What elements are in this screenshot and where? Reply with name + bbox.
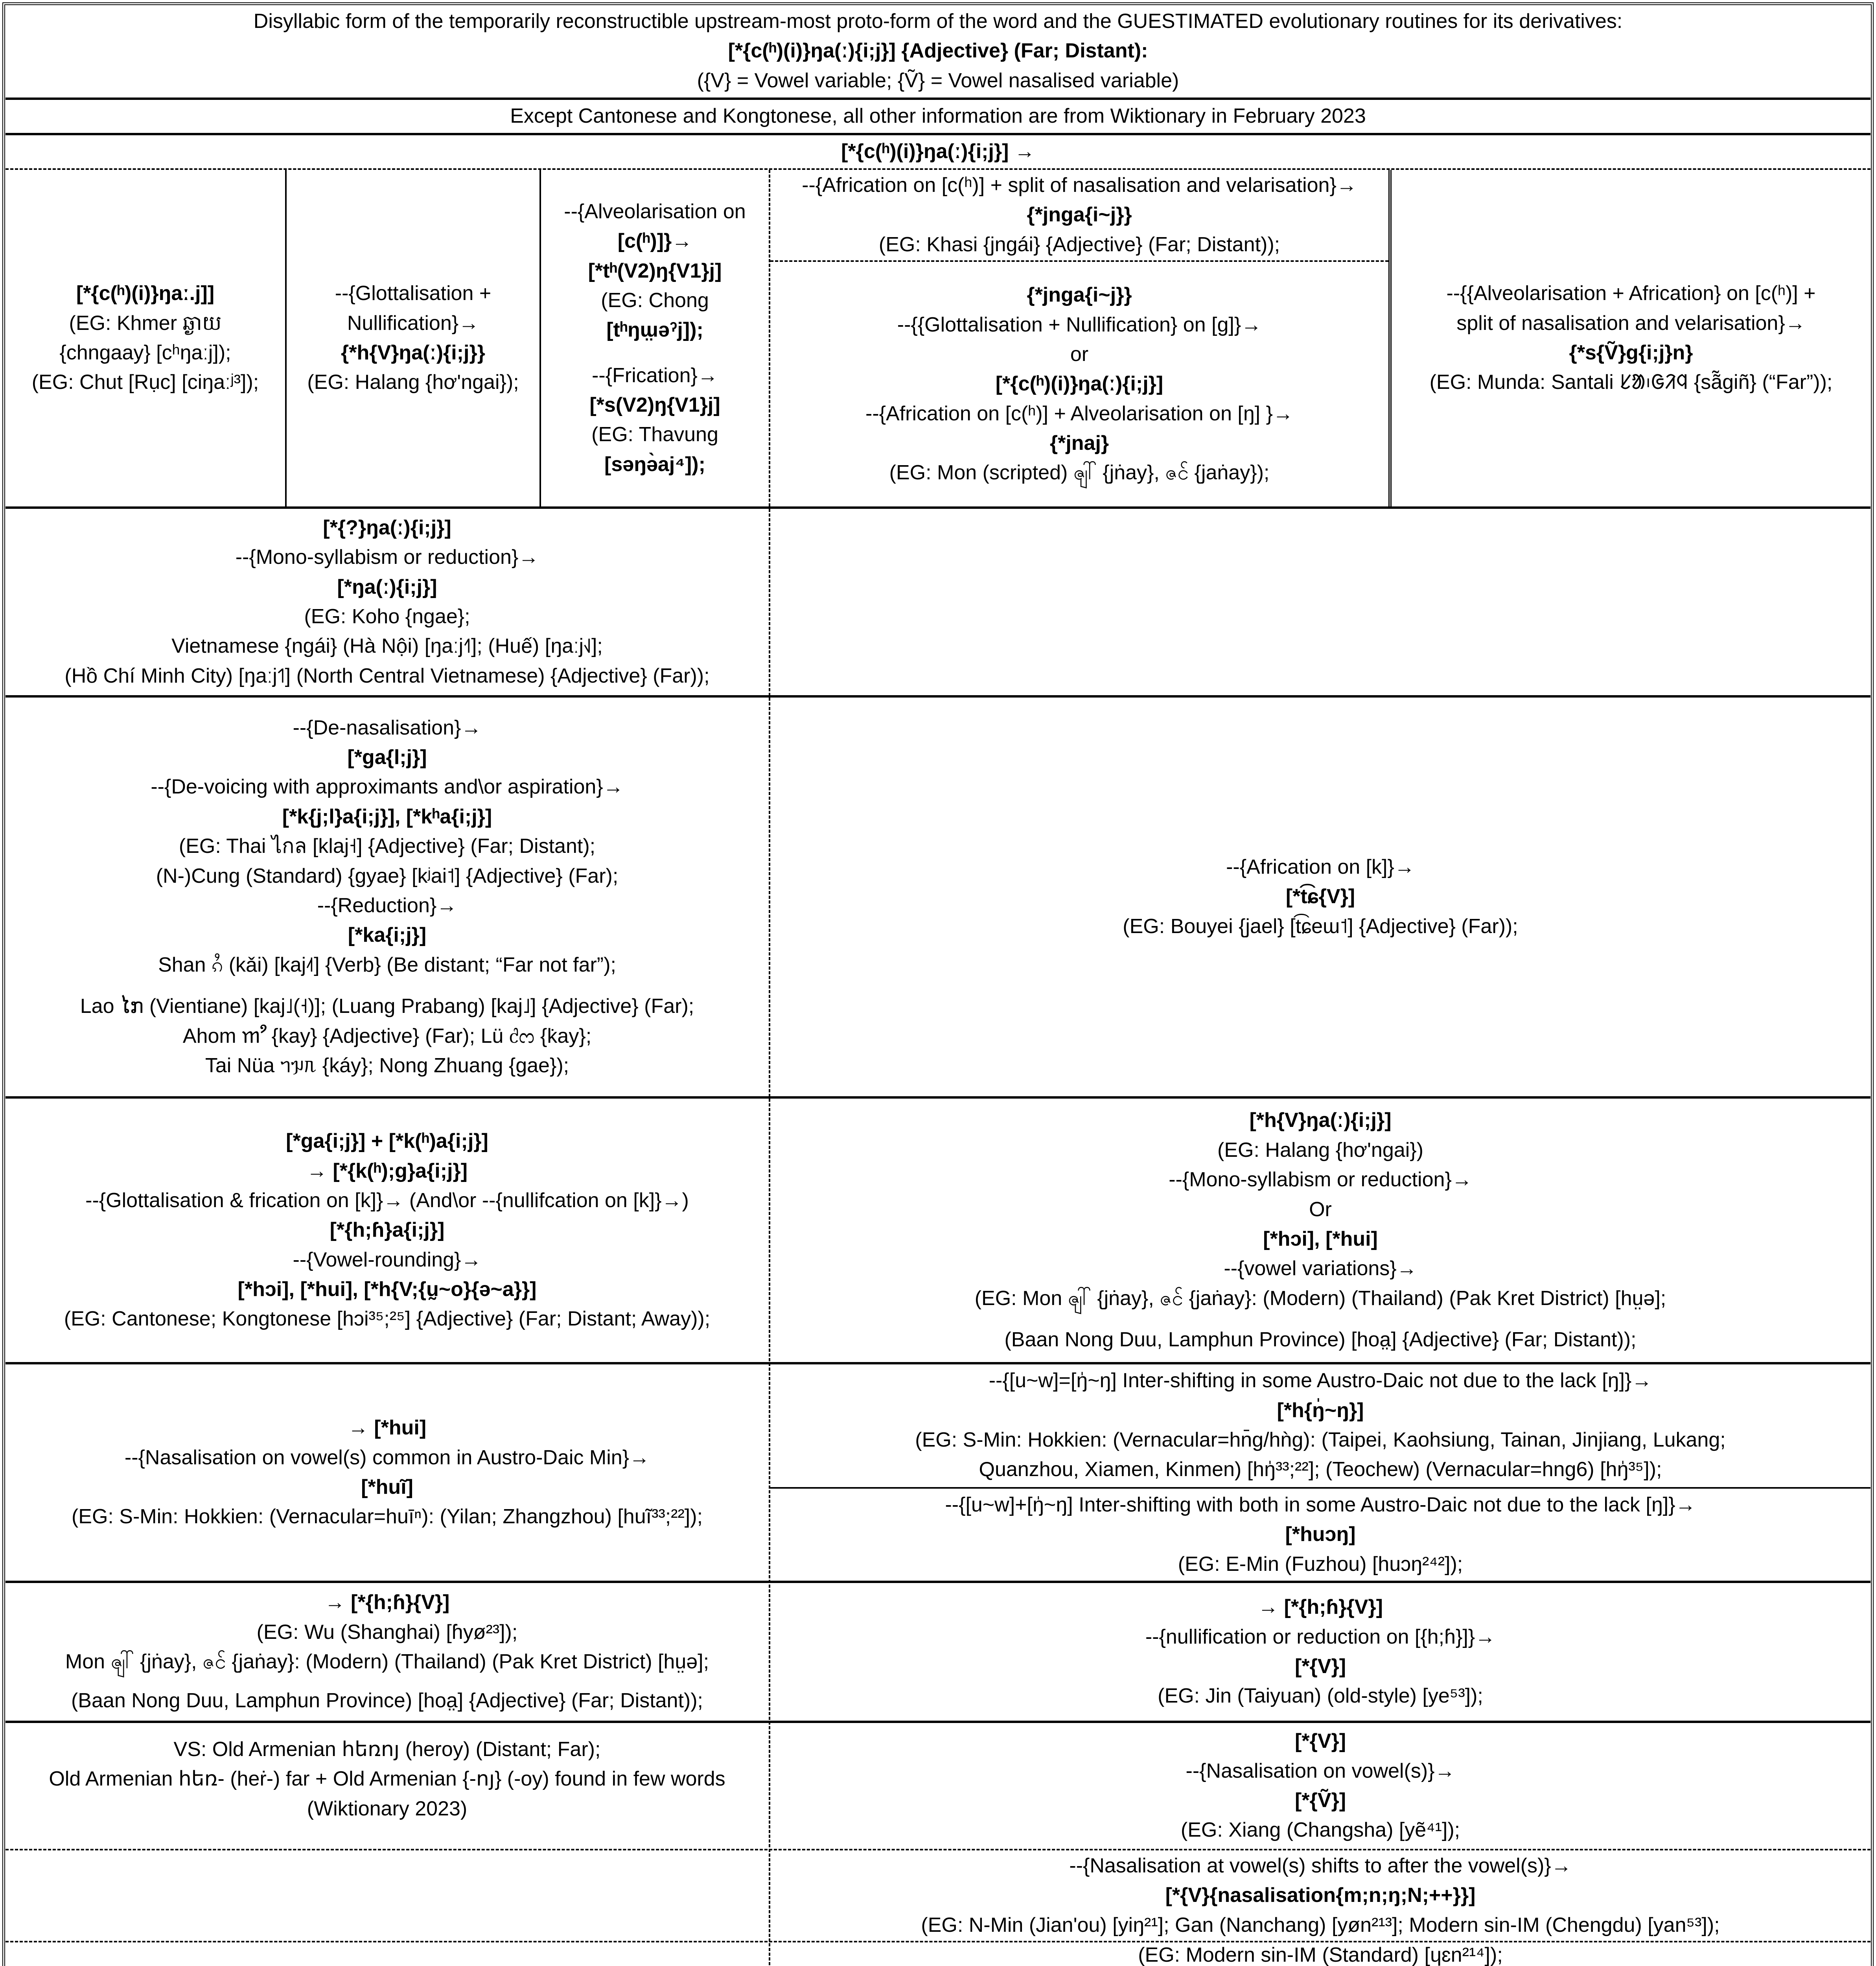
xiang-cell bbox=[770, 1723, 1870, 1849]
rule bbox=[6, 98, 1870, 100]
jin-cell bbox=[770, 1583, 1870, 1721]
process-line: --{Nasalisation on vowel(s) common in Austro-Daic Min}→ bbox=[124, 1446, 650, 1469]
process-line: --{Africation on [k]}→ bbox=[1226, 855, 1415, 878]
example-line: (EG: Khasi {jngái} {Adjective} (Far; Distant)); bbox=[878, 233, 1280, 256]
vietnamese-cell bbox=[6, 509, 769, 695]
process-line: --{Glottalisation + bbox=[335, 282, 492, 305]
example-line: Tai Nüa ᥐᥭᥰ {káy}; Nong Zhuang {gae}); bbox=[205, 1054, 569, 1077]
form-line: [*huĩ] bbox=[361, 1476, 413, 1498]
example-line: [tʰŋɯ̤əˀj]); bbox=[606, 318, 703, 342]
process-line: --{Mono-syllabism or reduction}→ bbox=[235, 546, 539, 569]
form-line: → [*hui] bbox=[348, 1416, 427, 1440]
process-line: --{{Glottalisation + Nullification} on [g]}→ bbox=[897, 313, 1262, 336]
example-line: (EG: Thai ไกล [klaj˧] {Adjective} (Far; Distant); bbox=[179, 835, 596, 858]
form-line: [*t͡ɕ{V}] bbox=[1285, 885, 1355, 908]
process-line: --{Nasalisation on vowel(s)}→ bbox=[1186, 1759, 1455, 1782]
form-line: [*{V}{nasalisation{m;n;ŋ;N;++}}] bbox=[1165, 1884, 1476, 1907]
example-line: Vietnamese {ngái} (Hà Nội) [ŋaːj˧˥]; (Huế) [ŋaːj˧˩]; bbox=[171, 635, 603, 658]
example-line: (EG: S-Min: Hokkien: (Vernacular=huīⁿ): (Yilan; Zhangzhou) [huĩ³³;²²]); bbox=[71, 1505, 703, 1528]
form-line: → [*{h;ɦ}{V}] bbox=[1258, 1596, 1383, 1619]
fuzhou-cell bbox=[770, 1489, 1870, 1581]
process-line: --{Frication}→ bbox=[592, 364, 718, 387]
proto-form: [*{c(ʰ)(i)}ŋa(ː){i;j}] {Adjective} (Far; Distant): bbox=[728, 39, 1148, 63]
example-line: (Baan Nong Duu, Lamphun Province) [hoa̤] {Adjective} (Far; Distant)); bbox=[71, 1689, 703, 1712]
process-line: split of nasalisation and velarisation}→ bbox=[1456, 311, 1806, 335]
example-line: (EG: Mon (scripted) ၛါ် {jṅay}, ဇၚ် {jaṅay}); bbox=[889, 461, 1270, 484]
example-line: (EG: Bouyei {jael} [t͡ɕeɯ˦] {Adjective} (Far)); bbox=[1123, 915, 1518, 938]
form-line: [*{?}ŋa(ː){i;j}] bbox=[323, 516, 451, 539]
standard-cell bbox=[770, 1942, 1870, 1966]
example-line: (EG: Halang {hơ'ngai}) bbox=[1217, 1138, 1423, 1162]
form-line: [*{V}] bbox=[1294, 1730, 1346, 1753]
note-line: (Wiktionary 2023) bbox=[307, 1797, 468, 1820]
halang-cell bbox=[287, 170, 539, 506]
process-line: --{Mono-syllabism or reduction}→ bbox=[1169, 1168, 1472, 1191]
form-line: {*s{Ṽ}g{i;j}n} bbox=[1569, 341, 1693, 364]
form-line: {*jnga{i~j}} bbox=[1027, 283, 1132, 307]
form-line: [*h{V}ŋa(ː){i;j}] bbox=[1249, 1109, 1392, 1132]
form-line: [*huɔŋ] bbox=[1285, 1523, 1356, 1546]
example-line: Lao ໄກ (Vientiane) [kaj˩(˧)]; (Luang Prabang) [kaj˩] {Adjective} (Far); bbox=[80, 995, 694, 1018]
example-line: (EG: Mon ၛါ် {jṅay}, ဇၚ် {jaṅay}: (Modern) (Thailand) (Pak Kret District) [hṳə]; bbox=[974, 1287, 1666, 1310]
process-line: --{vowel variations}→ bbox=[1224, 1257, 1417, 1280]
example-line: (EG: Thavung bbox=[591, 423, 718, 446]
form-line: [*hɔi], [*hui] bbox=[1263, 1228, 1378, 1250]
source-note-cell bbox=[6, 101, 1870, 132]
process-line: --{De-nasalisation}→ bbox=[293, 716, 482, 739]
example-line: Quanzhou, Xiamen, Kinmen) [hŋ̍³³;²²]; (Teochew) (Vernacular=hng6) [hŋ̍³⁵]); bbox=[979, 1458, 1662, 1481]
form-line: [*{c(ʰ)(i)}ŋa(ː){i;j}] bbox=[995, 372, 1164, 396]
hokkien-yilan-cell bbox=[6, 1364, 769, 1581]
nasal-coda-cell bbox=[770, 1850, 1870, 1941]
example-line: Ahom 𑜀𑜩 {kay} {Adjective} (Far); Lü ᦺᦂ {k̇ay}; bbox=[182, 1024, 592, 1047]
root-cell bbox=[6, 136, 1870, 168]
example-line: (EG: Jin (Taiyuan) (old-style) [ye⁵³]); bbox=[1158, 1684, 1483, 1708]
example-line: (EG: Chong bbox=[601, 289, 709, 312]
example-line: [səŋə̀aj⁴]); bbox=[604, 453, 705, 476]
form-line: [*hɔi], [*hui], [*h{V;{ṵ~o}{ə~a}}] bbox=[237, 1278, 537, 1301]
title-cell bbox=[6, 6, 1870, 97]
chong-thavung-cell bbox=[541, 170, 769, 506]
khasi-cell bbox=[770, 170, 1388, 260]
form-line: [*{c(ʰ)(i)}ŋaː.j]] bbox=[76, 282, 215, 305]
note-line: VS: Old Armenian հեռոյ (heroy) (Distant; Far); bbox=[173, 1738, 601, 1761]
example-line: (EG: N-Min (Jian'ou) [yiŋ²¹]; Gan (Nanchang) [yøn²¹³]; Modern sin-IM (Chengdu) [yan⁵³]); bbox=[921, 1913, 1720, 1937]
process-line: --{De-voicing with approximants and\or aspiration}→ bbox=[151, 775, 624, 799]
legend-note: ({V} = Vowel variable; {Ṽ} = Vowel nasalised variable) bbox=[697, 69, 1179, 92]
example-line: (EG: Munda: Santali ᱥᱟ᱾ᱜᱤᱧ {sã̃giñ} (“Far”)); bbox=[1429, 371, 1833, 394]
example-line: {chngaay} [cʰŋaːj]); bbox=[59, 341, 231, 364]
example-line: (EG: Koho {ngae}; bbox=[304, 605, 470, 628]
example-line: (EG: S-Min: Hokkien: (Vernacular=hn̄g/hǹg): (Taipei, Kaohsiung, Tainan, Jinjiang, Lukang; bbox=[915, 1428, 1726, 1451]
process-line: --{[u~w]+[ŋ̍~ŋ] Inter-shifting with both in some Austro-Daic not due to the lack [ŋ]}→ bbox=[945, 1493, 1696, 1516]
process-line: --{{Alveolarisation + Africation} on [c(ʰ)] + bbox=[1446, 282, 1816, 305]
hokkien-hng-cell bbox=[770, 1364, 1870, 1486]
process-line: --{Alveolarisation on bbox=[564, 200, 746, 223]
example-line: (Baan Nong Duu, Lamphun Province) [hoa̤] {Adjective} (Far; Distant)); bbox=[1004, 1328, 1637, 1351]
process-line: --{Vowel-rounding}→ bbox=[293, 1248, 482, 1271]
form-line: [*tʰ(V2)ŋ{V1}j] bbox=[588, 259, 722, 282]
wu-cell bbox=[6, 1583, 769, 1721]
rule bbox=[6, 133, 1870, 135]
form-line: [*ga{i;j}] + [*k(ʰ)a{i;j}] bbox=[286, 1130, 488, 1153]
example-line: (EG: Khmer ឆ្ងាយ bbox=[69, 311, 222, 335]
form-line: {*h{V}ŋa(ː){i;j}} bbox=[341, 341, 485, 364]
note-line: Old Armenian հեռ- (heṙ-) far + Old Armenian {-ոյ} (-oy) found in few words bbox=[49, 1767, 725, 1791]
process-line: --{[u~w]=[ŋ̍~ŋ] Inter-shifting in some Austro-Daic not due to the lack [ŋ]}→ bbox=[989, 1369, 1652, 1392]
example-line: Shan ၵႆ (kǎi) [kaj˨˦] {Verb} (Be distant; “Far not far”); bbox=[158, 953, 616, 976]
tai-cell bbox=[6, 698, 769, 1096]
process-line: --{Nasalisation at vowel(s) shifts to after the vowel(s)}→ bbox=[1069, 1854, 1572, 1877]
source-note: Except Cantonese and Kongtonese, all other information are from Wiktionary in February 2023 bbox=[510, 105, 1366, 128]
or-line: or bbox=[1070, 342, 1089, 366]
form-line: [*h{ŋ̍~ŋ}] bbox=[1277, 1399, 1364, 1422]
mon-halang-cell bbox=[770, 1099, 1870, 1362]
example-line: (EG: Chut [Rục] [ciŋaːʲ³]); bbox=[31, 371, 259, 394]
form-line: [*{h;ɦ}a{i;j}] bbox=[330, 1219, 445, 1242]
form-line: [*k{j;l}a{i;j}], [*kʰa{i;j}] bbox=[282, 805, 492, 828]
process-line: [c(ʰ)]}→ bbox=[617, 230, 692, 253]
form-line: [*ŋa(ː){i;j}] bbox=[337, 575, 437, 598]
title-line: Disyllabic form of the temporarily reconstructible upstream-most proto-form of the word and the GUESTIMATED evolutionary routines for its derivatives: bbox=[253, 9, 1623, 33]
form-line: → [*{k(ʰ);g}a{i;j}] bbox=[306, 1159, 468, 1182]
or-line: Or bbox=[1309, 1198, 1332, 1221]
armenian-cell bbox=[6, 1723, 769, 1849]
example-line: (Hồ Chí Minh City) [ŋaːj˦˥] (North Central Vietnamese) {Adjective} (Far)); bbox=[64, 664, 710, 687]
mon-cell bbox=[770, 262, 1388, 506]
example-line: (EG: Halang {hơ'ngai}); bbox=[307, 371, 519, 394]
form-line: [*ka{i;j}] bbox=[348, 924, 427, 947]
bouyei-cell bbox=[770, 698, 1870, 1096]
example-line: (EG: Wu (Shanghai) [ɦyø²³]); bbox=[256, 1620, 518, 1644]
form-line: {*jnaj} bbox=[1049, 432, 1109, 455]
form-line: [*{V}] bbox=[1294, 1655, 1346, 1678]
form-line: [*s(V2)ŋ{V1}j] bbox=[589, 394, 720, 417]
form-line: {*jnga{i~j}} bbox=[1027, 203, 1132, 226]
form-line: → [*{h;ɦ}{V}] bbox=[324, 1591, 450, 1614]
form-line: [*{Ṽ}] bbox=[1294, 1789, 1346, 1812]
process-line: --{Reduction}→ bbox=[317, 894, 457, 917]
cantonese-cell bbox=[6, 1099, 769, 1362]
form-line: [*ga{l;j}] bbox=[347, 746, 427, 769]
col-rule bbox=[1388, 170, 1392, 506]
example-line: (EG: E-Min (Fuzhou) [huɔŋ²⁴²]); bbox=[1178, 1552, 1463, 1576]
example-line: (N-)Cung (Standard) {gyae} [kʲai˦] {Adjective} (Far); bbox=[156, 864, 619, 887]
example-line: Mon ၛါ် {jṅay}, ဇၚ် {jaṅay}: (Modern) (Thailand) (Pak Kret District) [hṳə]; bbox=[65, 1650, 709, 1673]
process-line: Nullification}→ bbox=[347, 311, 479, 335]
example-line: (EG: Xiang (Changsha) [yẽ⁴¹]); bbox=[1180, 1819, 1460, 1842]
empty-cell bbox=[770, 509, 1870, 695]
process-line: --{Africation on [c(ʰ)] + split of nasalisation and velarisation}→ bbox=[802, 173, 1357, 197]
santali-cell bbox=[1392, 170, 1870, 506]
khmer-cell bbox=[6, 170, 285, 506]
root-form: [*{c(ʰ)(i)}ŋa(ː){i;j}] → bbox=[841, 140, 1035, 163]
process-line: --{Glottalisation & frication on [k]}→ (And\or --{nullifcation on [k]}→) bbox=[85, 1189, 689, 1212]
example-line: (EG: Cantonese; Kongtonese [hɔi³⁵;²⁵] {Adjective} (Far; Distant; Away)); bbox=[64, 1307, 711, 1331]
example-line: (EG: Modern sin-IM (Standard) [ɥɛn²¹⁴]); bbox=[1138, 1944, 1503, 1966]
process-line: --{Africation on [c(ʰ)] + Alveolarisation on [ŋ] }→ bbox=[865, 402, 1293, 425]
process-line: --{nullification or reduction on [{h;ɦ}]}→ bbox=[1145, 1625, 1496, 1648]
